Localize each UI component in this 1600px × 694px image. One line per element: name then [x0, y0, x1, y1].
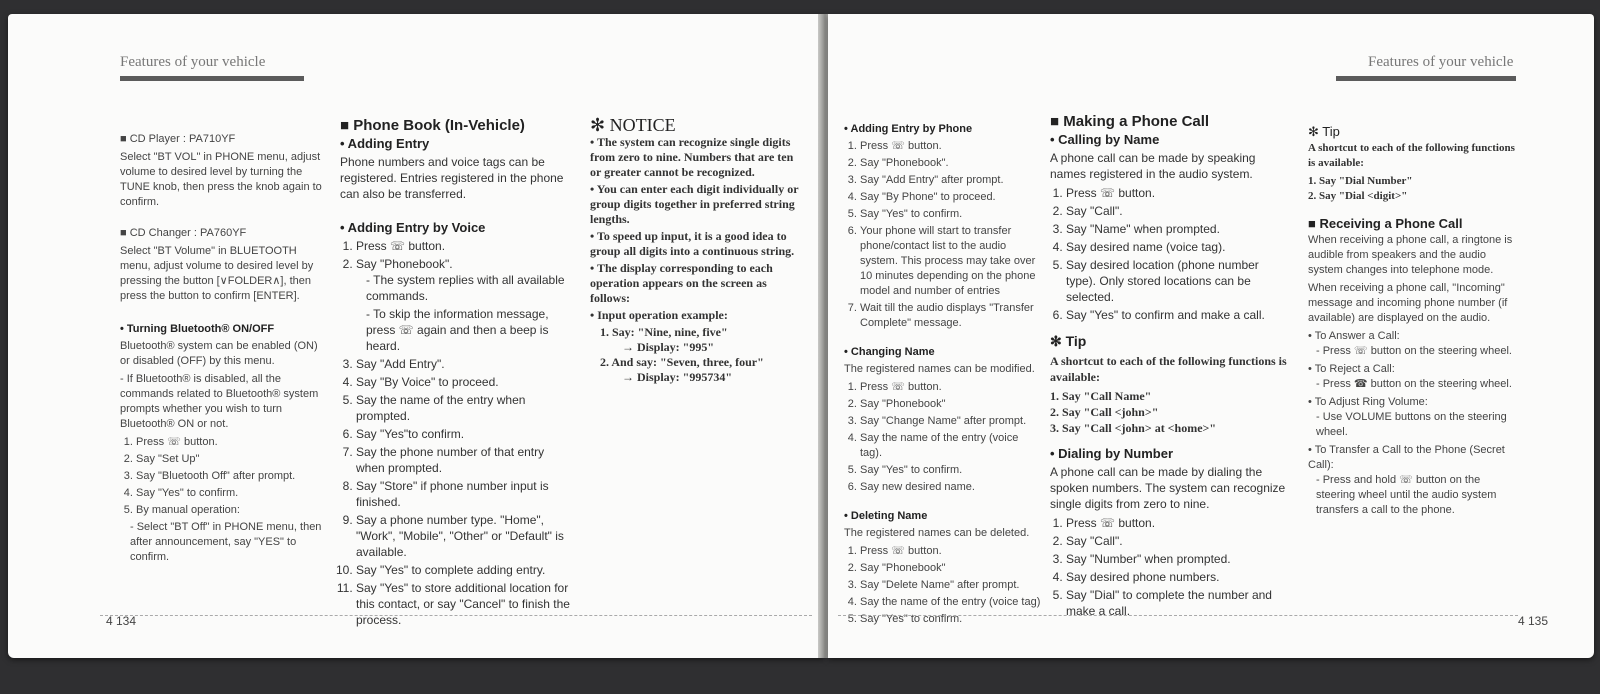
adding-by-voice-title: • Adding Entry by Voice [340, 220, 486, 235]
right-page [828, 14, 1594, 658]
tip-title: ✻ Tip [1050, 333, 1087, 349]
list-item: 2. Say "Call". [1066, 533, 1290, 549]
tip-title: ✻ Tip [1308, 124, 1340, 139]
right-column-1 [844, 122, 1042, 629]
footer-rule [100, 615, 812, 616]
cd-player-title: ■ CD Player : PA710YF [120, 133, 236, 145]
list-item: 5. Say "Yes" to confirm. [860, 207, 1042, 222]
list-item: 5. Say desired location (phone number type). Only stored locations can be selected. [1066, 257, 1290, 305]
notice-list [590, 135, 804, 323]
deleting-name-title: • Deleting Name [844, 510, 928, 522]
bluetooth-onoff-note: - If Bluetooth® is disabled, all the commands related to Bluetooth® system prompts whether you wish to turn Bluetooth® ON or not. [120, 373, 319, 430]
list-item: • To speed up input, it is a good idea to group all digits into a continuous string. [590, 229, 795, 258]
list-item: 7. Say the phone number of that entry when prompted. [356, 444, 576, 476]
receiving-call-text: When receiving a phone call, a ringtone is audible from speakers and the audio system changes into telephone mode. [1308, 234, 1513, 276]
list-item: 3. Say "Bluetooth Off" after prompt. [136, 469, 330, 484]
list-item: 2. Say "Phonebook". [860, 156, 1042, 171]
list-item: 4. Say "By Voice" to proceed. [356, 374, 576, 390]
list-item: 3. Say "Number" when prompted. [1066, 551, 1290, 567]
list-item: 5. Say "Dial" to complete the number and make a call. [1066, 587, 1290, 619]
dialing-by-number-steps [1050, 515, 1290, 619]
right-column-3 [1308, 124, 1518, 521]
list-item: 6. Your phone will start to transfer phone/contact list to the audio system. This process may take over 10 minutes depending on the phone model and number of entries [860, 224, 1042, 299]
list-item: 3. Say "Add Entry" after prompt. [860, 173, 1042, 188]
changing-name-title: • Changing Name [844, 346, 935, 358]
list-item: 2. Say "Set Up" [136, 452, 330, 467]
page-number: 4 135 [1518, 614, 1549, 628]
deleting-name-text: The registered names can be deleted. [844, 527, 1030, 539]
left-page-header: Features of your vehicle [120, 54, 266, 70]
receiving-call-text-2: When receiving a phone call, "Incoming" message and incoming phone number (if available) are displayed on the audio. [1308, 282, 1508, 324]
list-item: 4. Say "By Phone" to proceed. [860, 190, 1042, 205]
adding-by-voice-steps [340, 238, 576, 628]
list-item: 8. Say "Store" if phone number input is finished. [356, 478, 576, 510]
secret-call-item: • To Transfer a Call to the Phone (Secret Call): - Press and hold ☏ button on the steering wheel until the audio system transfers a call to the phone. [1308, 444, 1505, 516]
list-item: 2. Say "Phonebook" [860, 397, 1042, 412]
list-item: 1. Press ☏ button. [860, 380, 1042, 395]
adding-entry-text: Phone numbers and voice tags can be registered. Entries registered in the phone can also be transferred. [340, 155, 564, 201]
left-page [8, 14, 824, 658]
changing-name-steps [844, 380, 1042, 495]
cd-changer-text: Select "BT Volume" in BLUETOOTH menu, adjust volume to desired level by pressing the button [∨FOLDER∧], then press the button to confirm [ENTER]. [120, 245, 314, 302]
list-item: 3. Say "Delete Name" after prompt. [860, 578, 1042, 593]
list-item: 6. Say new desired name. [860, 480, 1042, 495]
list-item: • The display corresponding to each operation appears on the screen as follows: [590, 261, 773, 305]
left-header-rule [120, 76, 304, 81]
list-item: 11. Say "Yes" to store additional location for this contact, or say "Cancel" to finish the process. [356, 580, 576, 628]
list-item: 3. Say "Add Entry". [356, 356, 576, 372]
list-item: 5. Say the name of the entry when prompted. [356, 392, 576, 424]
receiving-call-title: ■ Receiving a Phone Call [1308, 216, 1463, 231]
list-item: 3. Say "Name" when prompted. [1066, 221, 1290, 237]
changing-name-text: The registered names can be modified. [844, 363, 1035, 375]
list-item: 5. Say "Yes" to confirm. [860, 612, 1042, 627]
dialing-by-number-title: • Dialing by Number [1050, 446, 1174, 461]
footer-rule [838, 615, 1518, 616]
adding-by-phone-steps [844, 139, 1042, 331]
list-item: 6. Say "Yes" to confirm and make a call. [1066, 307, 1290, 323]
list-item: 1. Press ☏ button. [136, 435, 330, 450]
right-column-2 [1050, 114, 1290, 621]
answer-call-item: • To Answer a Call: - Press ☏ button on the steering wheel. [1308, 330, 1512, 357]
ring-volume-item: • To Adjust Ring Volume: - Use VOLUME buttons on the steering wheel. [1308, 396, 1507, 438]
left-column-1 [120, 132, 330, 568]
list-item: 1. Press ☏ button. [356, 238, 576, 254]
list-item: 6. Say "Yes"to confirm. [356, 426, 576, 442]
list-item: 10. Say "Yes" to complete adding entry. [356, 562, 576, 578]
tip-box: A shortcut to each of the following functions is available: 1. Say "Call Name" 2. Say "Call <john>" 3. Say "Call <john> at <home>" [1050, 354, 1287, 435]
calling-by-name-steps [1050, 185, 1290, 323]
cd-changer-title: ■ CD Changer : PA760YF [120, 227, 247, 239]
tip-box: A shortcut to each of the following functions is available: 1. Say "Dial Number" 2. Say "Dial <digit>" [1308, 142, 1515, 202]
bluetooth-onoff-text: Bluetooth® system can be enabled (ON) or disabled (OFF) by this menu. [120, 340, 318, 367]
list-item: 9. Say a phone number type. "Home", "Work", "Mobile", "Other" or "Default" is available. [356, 512, 576, 560]
list-item: 5. By manual operation: [136, 503, 330, 518]
notice-box [590, 115, 804, 385]
calling-by-name-title: • Calling by Name [1050, 132, 1160, 147]
list-item: 4. Say the name of the entry (voice tag). [860, 431, 1042, 461]
bluetooth-onoff-title: • Turning Bluetooth® ON/OFF [120, 323, 275, 335]
phone-book-title: ■ Phone Book (In-Vehicle) [340, 117, 525, 134]
list-item: 1. Press ☏ button. [1066, 185, 1290, 201]
list-item: 4. Say "Yes" to confirm. [136, 486, 330, 501]
list-item: 7. Wait till the audio displays "Transfer Complete" message. [860, 301, 1042, 331]
dialing-by-number-text: A phone call can be made by dialing the spoken numbers. The system can recognize single digits from zero to nine. [1050, 465, 1286, 511]
notice-title: ✻ NOTICE [590, 115, 676, 135]
cd-player-text: Select "BT VOL" in PHONE menu, adjust volume to desired level by turning the TUNE knob, then press the knob again to confirm. [120, 151, 322, 208]
list-item: 1. Press ☏ button. [860, 139, 1042, 154]
right-page-header: Features of your vehicle [1368, 54, 1514, 70]
right-header-rule [1336, 76, 1516, 81]
list-item: • The system can recognize single digits from zero to nine. Numbers that are ten or greater cannot be recognized. [590, 135, 794, 179]
making-call-title: ■ Making a Phone Call [1050, 113, 1210, 130]
list-item: 4. Say the name of the entry (voice tag) [860, 595, 1042, 610]
left-column-2 [340, 118, 576, 630]
list-item: 5. Say "Yes" to confirm. [860, 463, 1042, 478]
list-item: 2. Say "Phonebook" [860, 561, 1042, 576]
list-item: 4. Say desired name (voice tag). [1066, 239, 1290, 255]
adding-by-phone-title: • Adding Entry by Phone [844, 123, 973, 135]
manual-operation-note: - Select "BT Off" in PHONE menu, then after announcement, say "YES" to confirm. [130, 521, 322, 563]
list-item: 3. Say "Change Name" after prompt. [860, 414, 1042, 429]
calling-by-name-text: A phone call can be made by speaking names registered in the audio system. [1050, 151, 1256, 181]
notice-example: 1. Say: "Nine, nine, five" → Display: "995" 2. And say: "Seven, three, four" → Display: "995734" [600, 325, 764, 384]
list-item: 2. Say "Call". [1066, 203, 1290, 219]
reject-call-item: • To Reject a Call: - Press ☎ button on the steering wheel. [1308, 363, 1512, 390]
adding-entry-title: • Adding Entry [340, 136, 430, 151]
list-item: • Input operation example: [590, 308, 728, 322]
bluetooth-steps [120, 435, 330, 518]
list-item: 2. Say "Phonebook". - The system replies with all available commands. - To skip the information message, press ☏ again and then a beep is heard. [356, 256, 576, 354]
list-item: 1. Press ☏ button. [1066, 515, 1290, 531]
list-item: • You can enter each digit individually or group digits together in preferred string lengths. [590, 182, 799, 226]
list-item: 1. Press ☏ button. [860, 544, 1042, 559]
page-number: 4 134 [106, 614, 137, 628]
list-item: 4. Say desired phone numbers. [1066, 569, 1290, 585]
